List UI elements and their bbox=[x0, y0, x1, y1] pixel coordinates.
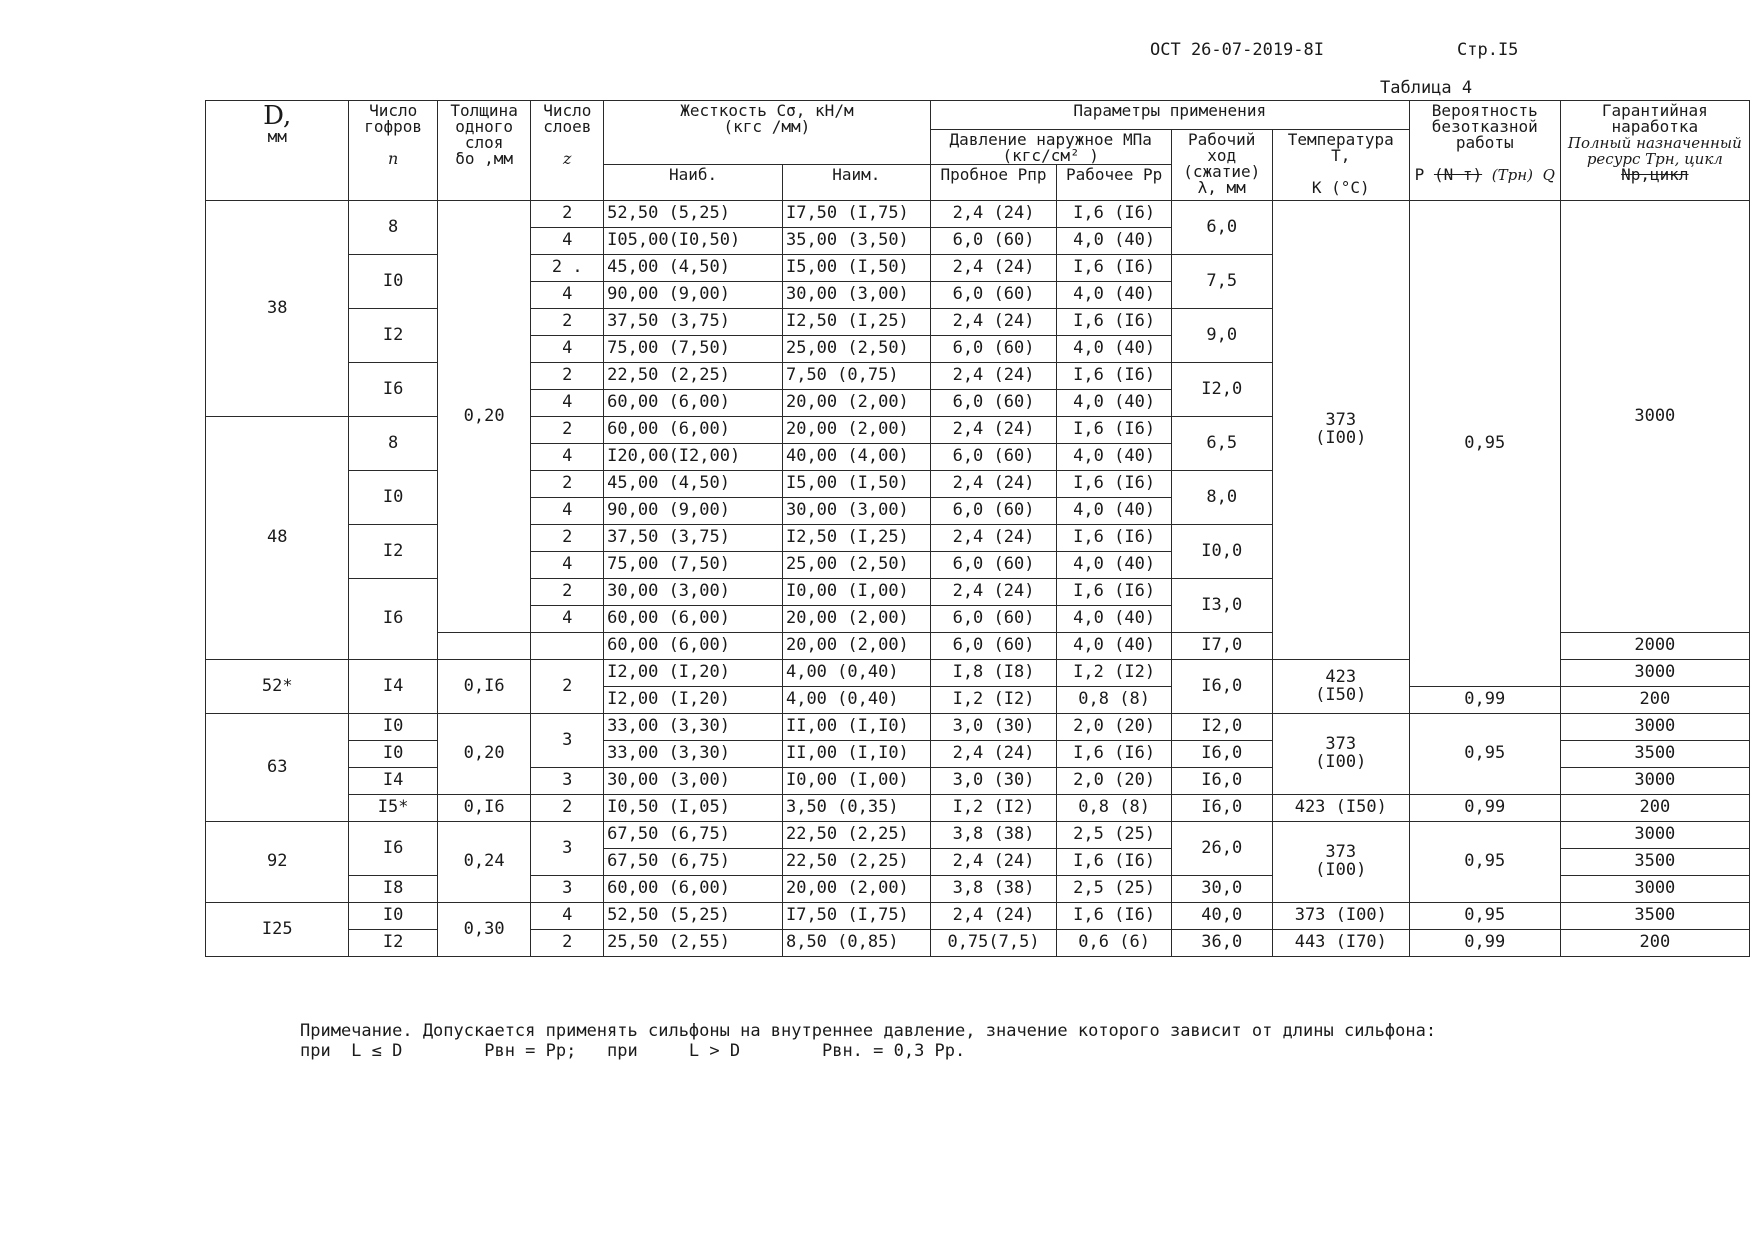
temperature-cell: 423 (I50) bbox=[1272, 795, 1409, 822]
corrugations-cell: I2 bbox=[349, 930, 437, 957]
header-stiffness-title: Жесткость Cσ, кН/м bbox=[680, 101, 854, 120]
stroke-cell: 6,0 bbox=[1171, 201, 1272, 255]
test-pressure-cell: 2,4 (24) bbox=[930, 471, 1057, 498]
stiffness-max-cell: I2,00 (I,20) bbox=[604, 687, 783, 714]
temperature-kelvin: 373 bbox=[1325, 734, 1357, 755]
reliability-cell: 0,99 bbox=[1409, 795, 1560, 822]
stroke-cell: 40,0 bbox=[1171, 903, 1272, 930]
header-life-handwritten: Полный назначенный ресурс Трн, цикл bbox=[1567, 134, 1742, 168]
corrugations-cell: I4 bbox=[349, 660, 437, 714]
life-cell: 200 bbox=[1560, 795, 1749, 822]
stroke-cell: I6,0 bbox=[1171, 768, 1272, 795]
stiffness-max-cell: 30,00 (3,00) bbox=[604, 579, 783, 606]
stiffness-max-cell: 75,00 (7,50) bbox=[604, 336, 783, 363]
stroke-cell: 36,0 bbox=[1171, 930, 1272, 957]
life-cell: 3500 bbox=[1560, 849, 1749, 876]
test-pressure-cell: I,2 (I2) bbox=[930, 795, 1057, 822]
thickness-cell bbox=[437, 633, 531, 660]
stroke-cell: 26,0 bbox=[1171, 822, 1272, 876]
header-reliability-title: Вероятность безотказной работы bbox=[1431, 101, 1538, 152]
header-stroke bbox=[1171, 130, 1272, 201]
working-pressure-cell: 4,0 (40) bbox=[1057, 336, 1171, 363]
temperature-celsius: (I00) bbox=[1315, 860, 1367, 880]
working-pressure-cell: 4,0 (40) bbox=[1057, 282, 1171, 309]
test-pressure-cell: 6,0 (60) bbox=[930, 444, 1057, 471]
stiffness-max-cell: 25,50 (2,55) bbox=[604, 930, 783, 957]
thickness-cell: 0,I6 bbox=[437, 795, 531, 822]
header-temperature-unit: К (°С) bbox=[1311, 178, 1370, 197]
header-layer-thickness bbox=[437, 101, 531, 201]
stiffness-max-cell: I20,00(I2,00) bbox=[604, 444, 783, 471]
stiffness-max-cell: 67,50 (6,75) bbox=[604, 822, 783, 849]
stiffness-max-cell: 90,00 (9,00) bbox=[604, 498, 783, 525]
test-pressure-cell: 6,0 (60) bbox=[930, 498, 1057, 525]
table-row bbox=[206, 903, 1750, 930]
corrugations-cell: I5* bbox=[349, 795, 437, 822]
header-temperature bbox=[1272, 130, 1409, 201]
corrugations-cell: I0 bbox=[349, 714, 437, 741]
corrugations-cell: I0 bbox=[349, 255, 437, 309]
working-pressure-cell: 2,0 (20) bbox=[1057, 714, 1171, 741]
header-corrugations-symbol: n bbox=[387, 149, 399, 168]
test-pressure-cell: 3,0 (30) bbox=[930, 714, 1057, 741]
working-pressure-cell: 0,8 (8) bbox=[1057, 687, 1171, 714]
temperature-cell bbox=[1272, 714, 1409, 795]
stiffness-max-cell: I0,50 (I,05) bbox=[604, 795, 783, 822]
header-row-1 bbox=[206, 101, 1750, 130]
header-reliability bbox=[1409, 101, 1560, 201]
stiffness-min-cell: I7,50 (I,75) bbox=[782, 201, 930, 228]
stiffness-max-cell: 60,00 (6,00) bbox=[604, 633, 783, 660]
layers-cell: 3 bbox=[531, 714, 604, 768]
corrugations-cell: I6 bbox=[349, 363, 437, 417]
diameter-cell: 52* bbox=[206, 660, 349, 714]
reliability-cell: 0,95 bbox=[1409, 903, 1560, 930]
temperature-kelvin: 423 bbox=[1325, 666, 1357, 687]
layers-cell: 4 bbox=[531, 903, 604, 930]
table-row bbox=[206, 930, 1750, 957]
working-pressure-cell: I,6 (I6) bbox=[1057, 741, 1171, 768]
stiffness-min-cell: 30,00 (3,00) bbox=[782, 498, 930, 525]
reliability-cell: 0,95 bbox=[1409, 822, 1560, 903]
header-working-pressure: Рабочее Рр bbox=[1057, 165, 1171, 201]
working-pressure-cell: 4,0 (40) bbox=[1057, 498, 1171, 525]
header-layers bbox=[531, 101, 604, 201]
diameter-cell: 63 bbox=[206, 714, 349, 822]
footnote-line-1: Примечание. Допускается применять сильфоны на внутреннее давление, значение которого зависит от длины сильфона: bbox=[300, 1021, 1437, 1041]
stiffness-max-cell: I2,00 (I,20) bbox=[604, 660, 783, 687]
layers-cell: 2 bbox=[531, 417, 604, 444]
layers-cell: 4 bbox=[531, 552, 604, 579]
stiffness-min-cell: 35,00 (3,50) bbox=[782, 228, 930, 255]
layers-cell bbox=[531, 633, 604, 660]
header-guaranteed-life bbox=[1560, 101, 1749, 201]
stroke-cell: I6,0 bbox=[1171, 741, 1272, 768]
working-pressure-cell: I,6 (I6) bbox=[1057, 849, 1171, 876]
stiffness-min-cell: 25,00 (2,50) bbox=[782, 552, 930, 579]
stiffness-max-cell: 45,00 (4,50) bbox=[604, 255, 783, 282]
stiffness-max-cell: 37,50 (3,75) bbox=[604, 309, 783, 336]
header-stiffness-min: Наим. bbox=[782, 165, 930, 201]
layers-cell: 2 bbox=[531, 309, 604, 336]
corrugations-cell: I0 bbox=[349, 471, 437, 525]
layers-cell: 2 bbox=[531, 471, 604, 498]
test-pressure-cell: 6,0 (60) bbox=[930, 282, 1057, 309]
temperature-cell bbox=[1272, 660, 1409, 714]
header-diameter bbox=[206, 101, 349, 201]
corrugations-cell: I6 bbox=[349, 579, 437, 660]
test-pressure-cell: 2,4 (24) bbox=[930, 309, 1057, 336]
test-pressure-cell: 2,4 (24) bbox=[930, 255, 1057, 282]
layers-cell: 2 bbox=[531, 930, 604, 957]
temperature-kelvin: 373 bbox=[1325, 842, 1357, 863]
stiffness-min-cell: II,00 (I,I0) bbox=[782, 714, 930, 741]
diameter-cell: 48 bbox=[206, 417, 349, 660]
stroke-cell: I6,0 bbox=[1171, 795, 1272, 822]
life-cell: 3000 bbox=[1560, 201, 1749, 633]
working-pressure-cell: 2,5 (25) bbox=[1057, 822, 1171, 849]
stiffness-min-cell: 20,00 (2,00) bbox=[782, 390, 930, 417]
corrugations-cell: I2 bbox=[349, 525, 437, 579]
test-pressure-cell: 6,0 (60) bbox=[930, 228, 1057, 255]
stiffness-max-cell: 22,50 (2,25) bbox=[604, 363, 783, 390]
layers-cell: 3 bbox=[531, 822, 604, 876]
header-reliability-handwritten: (Трн) bbox=[1491, 166, 1533, 184]
stiffness-max-cell: 52,50 (5,25) bbox=[604, 201, 783, 228]
stiffness-min-cell: I0,00 (I,00) bbox=[782, 579, 930, 606]
test-pressure-cell: 2,4 (24) bbox=[930, 849, 1057, 876]
header-reliability-hand-mark: Q bbox=[1542, 166, 1555, 184]
layers-cell: 4 bbox=[531, 498, 604, 525]
test-pressure-cell: 2,4 (24) bbox=[930, 741, 1057, 768]
layers-cell: 3 bbox=[531, 768, 604, 795]
header-layers-title: Число слоев bbox=[543, 101, 592, 136]
stiffness-max-cell: 67,50 (6,75) bbox=[604, 849, 783, 876]
page-number: Стр.I5 bbox=[1457, 40, 1519, 60]
life-cell: 200 bbox=[1560, 930, 1749, 957]
working-pressure-cell: 2,5 (25) bbox=[1057, 876, 1171, 903]
stroke-cell: 9,0 bbox=[1171, 309, 1272, 363]
temperature-celsius: (I50) bbox=[1315, 684, 1367, 705]
header-stiffness-max: Наиб. bbox=[604, 165, 783, 201]
test-pressure-cell: 6,0 (60) bbox=[930, 336, 1057, 363]
header-test-pressure: Пробное Рпр bbox=[930, 165, 1057, 201]
table-caption: Таблица 4 bbox=[1380, 78, 1473, 98]
working-pressure-cell: I,2 (I2) bbox=[1057, 660, 1171, 687]
header-diameter-symbol: D, bbox=[263, 101, 292, 131]
stiffness-min-cell: I5,00 (I,50) bbox=[782, 471, 930, 498]
working-pressure-cell: 2,0 (20) bbox=[1057, 768, 1171, 795]
corrugations-cell: I6 bbox=[349, 822, 437, 876]
working-pressure-cell: I,6 (I6) bbox=[1057, 255, 1171, 282]
working-pressure-cell: I,6 (I6) bbox=[1057, 417, 1171, 444]
stiffness-min-cell: I5,00 (I,50) bbox=[782, 255, 930, 282]
stroke-cell: 7,5 bbox=[1171, 255, 1272, 309]
test-pressure-cell: 2,4 (24) bbox=[930, 525, 1057, 552]
diameter-cell: 38 bbox=[206, 201, 349, 417]
header-life-title: Гарантийная наработка bbox=[1601, 101, 1708, 136]
stroke-cell: I6,0 bbox=[1171, 660, 1272, 714]
table-row bbox=[206, 714, 1750, 741]
life-cell: 3000 bbox=[1560, 768, 1749, 795]
thickness-cell: 0,20 bbox=[437, 714, 531, 795]
working-pressure-cell: 4,0 (40) bbox=[1057, 228, 1171, 255]
test-pressure-cell: 6,0 (60) bbox=[930, 633, 1057, 660]
temperature-kelvin: 373 bbox=[1325, 410, 1357, 431]
corrugations-cell: I4 bbox=[349, 768, 437, 795]
stiffness-max-cell: 52,50 (5,25) bbox=[604, 903, 783, 930]
stroke-cell: 30,0 bbox=[1171, 876, 1272, 903]
temperature-cell bbox=[1272, 201, 1409, 660]
working-pressure-cell: I,6 (I6) bbox=[1057, 471, 1171, 498]
stiffness-max-cell: 90,00 (9,00) bbox=[604, 282, 783, 309]
test-pressure-cell: 3,0 (30) bbox=[930, 768, 1057, 795]
temperature-cell: 443 (I70) bbox=[1272, 930, 1409, 957]
stiffness-min-cell: 3,50 (0,35) bbox=[782, 795, 930, 822]
working-pressure-cell: I,6 (I6) bbox=[1057, 363, 1171, 390]
stiffness-min-cell: 20,00 (2,00) bbox=[782, 876, 930, 903]
stroke-cell: I3,0 bbox=[1171, 579, 1272, 633]
test-pressure-cell: I,8 (I8) bbox=[930, 660, 1057, 687]
diameter-cell: I25 bbox=[206, 903, 349, 957]
bellows-parameters-table bbox=[205, 100, 1750, 957]
working-pressure-cell: 4,0 (40) bbox=[1057, 444, 1171, 471]
reliability-cell: 0,99 bbox=[1409, 687, 1560, 714]
working-pressure-cell: I,6 (I6) bbox=[1057, 903, 1171, 930]
stiffness-max-cell: 33,00 (3,30) bbox=[604, 741, 783, 768]
stroke-cell: I0,0 bbox=[1171, 525, 1272, 579]
header-stiffness bbox=[604, 101, 930, 165]
stroke-cell: 8,0 bbox=[1171, 471, 1272, 525]
reliability-cell: 0,99 bbox=[1409, 930, 1560, 957]
stiffness-min-cell: 20,00 (2,00) bbox=[782, 417, 930, 444]
test-pressure-cell: 3,8 (38) bbox=[930, 822, 1057, 849]
test-pressure-cell: 6,0 (60) bbox=[930, 606, 1057, 633]
stiffness-max-cell: 33,00 (3,30) bbox=[604, 714, 783, 741]
header-layers-symbol: z bbox=[563, 149, 572, 168]
reliability-cell: 0,95 bbox=[1409, 201, 1560, 687]
thickness-cell: 0,20 bbox=[437, 201, 531, 633]
temperature-celsius: (I00) bbox=[1315, 752, 1367, 772]
stiffness-max-cell: 75,00 (7,50) bbox=[604, 552, 783, 579]
stiffness-min-cell: I7,50 (I,75) bbox=[782, 903, 930, 930]
test-pressure-cell: 0,75(7,5) bbox=[930, 930, 1057, 957]
layers-cell: 2 bbox=[531, 363, 604, 390]
stiffness-min-cell: 40,00 (4,00) bbox=[782, 444, 930, 471]
stiffness-max-cell: 45,00 (4,50) bbox=[604, 471, 783, 498]
reliability-cell: 0,95 bbox=[1409, 714, 1560, 795]
working-pressure-cell: 4,0 (40) bbox=[1057, 606, 1171, 633]
layers-cell: 2 bbox=[531, 201, 604, 228]
life-cell: 3000 bbox=[1560, 714, 1749, 741]
working-pressure-cell: I,6 (I6) bbox=[1057, 201, 1171, 228]
footnote-line-2: при L ≤ D Рвн = Рр; при L > D Рвн. = 0,3 Рр. bbox=[300, 1040, 966, 1061]
header-stroke-symbol: λ, мм bbox=[1197, 178, 1246, 197]
life-cell: 2000 bbox=[1560, 633, 1749, 660]
header-thickness-symbol: δо ,мм bbox=[455, 149, 513, 168]
header-temperature-title: Температура Т, bbox=[1287, 130, 1394, 165]
diameter-cell: 92 bbox=[206, 822, 349, 903]
stiffness-min-cell: I2,50 (I,25) bbox=[782, 525, 930, 552]
stiffness-max-cell: 37,50 (3,75) bbox=[604, 525, 783, 552]
header-corrugations-title: Число гофров bbox=[364, 101, 423, 136]
header-stroke-title: Рабочий ход (сжатие) bbox=[1183, 130, 1261, 181]
header-reliability-symbol: Р bbox=[1414, 165, 1425, 184]
layers-cell: 4 bbox=[531, 282, 604, 309]
stiffness-min-cell: I2,50 (I,25) bbox=[782, 309, 930, 336]
life-cell: 3500 bbox=[1560, 903, 1749, 930]
temperature-cell: 373 (I00) bbox=[1272, 903, 1409, 930]
test-pressure-cell: 6,0 (60) bbox=[930, 552, 1057, 579]
stiffness-max-cell: 60,00 (6,00) bbox=[604, 876, 783, 903]
test-pressure-cell: 3,8 (38) bbox=[930, 876, 1057, 903]
layers-cell: 2 bbox=[531, 795, 604, 822]
stiffness-min-cell: 8,50 (0,85) bbox=[782, 930, 930, 957]
header-stiffness-unit: (кгс /мм) bbox=[723, 117, 811, 136]
stiffness-min-cell: 22,50 (2,25) bbox=[782, 822, 930, 849]
stiffness-min-cell: 4,00 (0,40) bbox=[782, 687, 930, 714]
stiffness-max-cell: 60,00 (6,00) bbox=[604, 417, 783, 444]
header-thickness-title: Толщина одного слоя bbox=[450, 101, 518, 152]
layers-cell: 4 bbox=[531, 336, 604, 363]
stiffness-max-cell: I05,00(I0,50) bbox=[604, 228, 783, 255]
working-pressure-cell: 4,0 (40) bbox=[1057, 552, 1171, 579]
layers-cell: 2 bbox=[531, 525, 604, 552]
test-pressure-cell: 2,4 (24) bbox=[930, 903, 1057, 930]
temperature-cell bbox=[1272, 822, 1409, 903]
header-diameter-unit: мм bbox=[267, 127, 287, 146]
stiffness-min-cell: 20,00 (2,00) bbox=[782, 606, 930, 633]
thickness-cell: 0,30 bbox=[437, 903, 531, 957]
stiffness-min-cell: II,00 (I,I0) bbox=[782, 741, 930, 768]
working-pressure-cell: 4,0 (40) bbox=[1057, 633, 1171, 660]
stiffness-max-cell: 60,00 (6,00) bbox=[604, 390, 783, 417]
footnote bbox=[300, 1022, 1436, 1061]
stroke-cell: I2,0 bbox=[1171, 363, 1272, 417]
layers-cell: 4 bbox=[531, 228, 604, 255]
stiffness-min-cell: 25,00 (2,50) bbox=[782, 336, 930, 363]
life-cell: 3000 bbox=[1560, 660, 1749, 687]
table-row bbox=[206, 795, 1750, 822]
stiffness-min-cell: 30,00 (3,00) bbox=[782, 282, 930, 309]
stiffness-min-cell: 7,50 (0,75) bbox=[782, 363, 930, 390]
stiffness-max-cell: 60,00 (6,00) bbox=[604, 606, 783, 633]
working-pressure-cell: 0,8 (8) bbox=[1057, 795, 1171, 822]
thickness-cell: 0,I6 bbox=[437, 660, 531, 714]
stiffness-min-cell: 22,50 (2,25) bbox=[782, 849, 930, 876]
corrugations-cell: I8 bbox=[349, 876, 437, 903]
working-pressure-cell: 4,0 (40) bbox=[1057, 390, 1171, 417]
working-pressure-cell: I,6 (I6) bbox=[1057, 309, 1171, 336]
corrugations-cell: I0 bbox=[349, 903, 437, 930]
stiffness-min-cell: 20,00 (2,00) bbox=[782, 633, 930, 660]
life-cell: 3000 bbox=[1560, 876, 1749, 903]
stroke-cell: I7,0 bbox=[1171, 633, 1272, 660]
header-corrugations bbox=[349, 101, 437, 201]
layers-cell: 4 bbox=[531, 390, 604, 417]
test-pressure-cell: 2,4 (24) bbox=[930, 579, 1057, 606]
header-parameters: Параметры применения bbox=[930, 101, 1409, 130]
thickness-cell: 0,24 bbox=[437, 822, 531, 903]
life-cell: 3000 bbox=[1560, 822, 1749, 849]
working-pressure-cell: 0,6 (6) bbox=[1057, 930, 1171, 957]
test-pressure-cell: 2,4 (24) bbox=[930, 201, 1057, 228]
life-cell: 200 bbox=[1560, 687, 1749, 714]
layers-cell: 2 bbox=[531, 660, 604, 714]
corrugations-cell: 8 bbox=[349, 417, 437, 471]
layers-cell: 4 bbox=[531, 444, 604, 471]
header-reliability-struck: (N т) bbox=[1433, 165, 1483, 184]
corrugations-cell: I2 bbox=[349, 309, 437, 363]
stroke-cell: I2,0 bbox=[1171, 714, 1272, 741]
layers-cell: 3 bbox=[531, 876, 604, 903]
working-pressure-cell: I,6 (I6) bbox=[1057, 525, 1171, 552]
test-pressure-cell: 2,4 (24) bbox=[930, 363, 1057, 390]
test-pressure-cell: 2,4 (24) bbox=[930, 417, 1057, 444]
layers-cell: 4 bbox=[531, 606, 604, 633]
test-pressure-cell: 6,0 (60) bbox=[930, 390, 1057, 417]
document-code: ОСТ 26-07-2019-8I bbox=[1150, 40, 1324, 60]
header-pressure: Давление наружное МПа (кгс/см² ) bbox=[930, 130, 1171, 165]
stiffness-min-cell: 4,00 (0,40) bbox=[782, 660, 930, 687]
stiffness-min-cell: I0,00 (I,00) bbox=[782, 768, 930, 795]
layers-cell: 2 . bbox=[531, 255, 604, 282]
test-pressure-cell: I,2 (I2) bbox=[930, 687, 1057, 714]
stroke-cell: 6,5 bbox=[1171, 417, 1272, 471]
header-life-struck: Nр,цикл bbox=[1621, 165, 1689, 184]
temperature-celsius: (I00) bbox=[1315, 428, 1367, 448]
life-cell: 3500 bbox=[1560, 741, 1749, 768]
working-pressure-cell: I,6 (I6) bbox=[1057, 579, 1171, 606]
corrugations-cell: 8 bbox=[349, 201, 437, 255]
table-row bbox=[206, 822, 1750, 849]
layers-cell: 2 bbox=[531, 579, 604, 606]
stiffness-max-cell: 30,00 (3,00) bbox=[604, 768, 783, 795]
table-row bbox=[206, 201, 1750, 228]
corrugations-cell: I0 bbox=[349, 741, 437, 768]
